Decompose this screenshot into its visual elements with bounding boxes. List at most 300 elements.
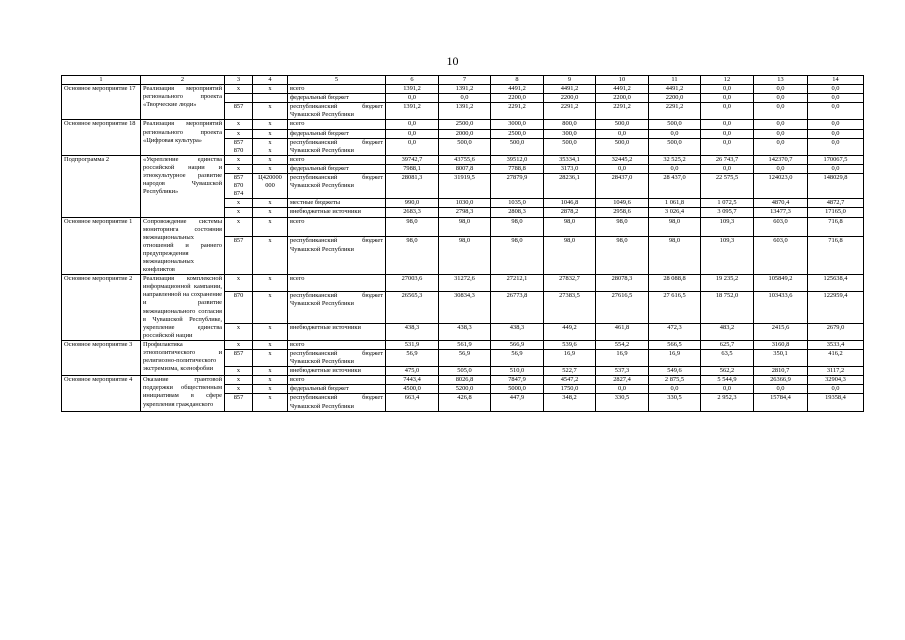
administrator-code: 874 xyxy=(233,190,244,198)
amount-cell: 716,8 xyxy=(808,217,864,237)
administrator-code: х xyxy=(236,323,241,331)
amount-cell: 32445,2 xyxy=(596,155,649,164)
administrator-code: х xyxy=(236,376,241,384)
amount-cell: 3 095,7 xyxy=(701,208,754,217)
amount-cell: 98,0 xyxy=(439,237,491,275)
amount-cell: 449,2 xyxy=(544,323,596,340)
target-article-cell xyxy=(253,367,288,376)
amount-cell: 2679,0 xyxy=(808,323,864,340)
amount-cell: 2958,6 xyxy=(596,208,649,217)
amount-cell: 500,0 xyxy=(544,138,596,155)
administrator-code-cell xyxy=(225,208,253,217)
table-row xyxy=(62,85,864,94)
amount-cell: 2291,2 xyxy=(596,103,649,120)
amount-cell: 19358,4 xyxy=(808,394,864,411)
administrator-code: х xyxy=(236,385,241,393)
administrator-code: 857 xyxy=(233,394,244,402)
amount-cell: 438,3 xyxy=(491,323,544,340)
amount-cell: 0,0 xyxy=(701,94,754,103)
column-number: 13 xyxy=(754,76,808,85)
target-article: х xyxy=(268,120,272,128)
column-number: 8 xyxy=(491,76,544,85)
amount-cell: 1391,2 xyxy=(439,103,491,120)
amount-cell: 56,9 xyxy=(439,350,491,367)
administrator-code-cell xyxy=(225,237,253,275)
target-article: Ц420000 xyxy=(258,174,282,182)
amount-cell: 0,0 xyxy=(808,385,864,394)
target-article: х xyxy=(268,385,272,393)
amount-cell: 39512,0 xyxy=(491,155,544,164)
funding-source-cell: республиканский бюджет Чувашской Республики xyxy=(288,292,386,324)
amount-cell: 122959,4 xyxy=(808,292,864,324)
amount-cell: 3117,2 xyxy=(808,367,864,376)
activity-name-cell: Реализация мероприятий регионального проекта «Творческие люди» xyxy=(141,85,225,120)
funding-source-cell: республиканский бюджет Чувашской Республики xyxy=(288,394,386,411)
amount-cell: 2000,0 xyxy=(439,129,491,138)
amount-cell: 98,0 xyxy=(544,217,596,237)
target-article-cell xyxy=(253,129,288,138)
target-article-cell xyxy=(253,174,288,199)
amount-cell: 0,0 xyxy=(754,164,808,173)
amount-cell: 0,0 xyxy=(754,138,808,155)
amount-cell: 0,0 xyxy=(649,164,701,173)
amount-cell: 510,0 xyxy=(491,367,544,376)
funding-source-cell: республиканский бюджет Чувашской Республики xyxy=(288,237,386,275)
administrator-code-cell xyxy=(225,129,253,138)
target-article: х xyxy=(268,237,272,245)
target-article: х xyxy=(268,367,272,375)
target-article: х xyxy=(268,394,272,402)
target-article: х xyxy=(268,85,272,93)
amount-cell: 554,2 xyxy=(596,340,649,349)
administrator-code-cell xyxy=(225,385,253,394)
funding-source-cell: внебюджетные источники xyxy=(288,323,386,340)
administrator-code: х xyxy=(236,164,241,172)
amount-cell: 990,0 xyxy=(386,199,439,208)
funding-source-cell: всего xyxy=(288,217,386,237)
amount-cell: 105849,2 xyxy=(754,275,808,292)
amount-cell: 7443,4 xyxy=(386,376,439,385)
column-number: 2 xyxy=(141,76,225,85)
funding-source-cell: местные бюджеты xyxy=(288,199,386,208)
table-row xyxy=(62,376,864,385)
amount-cell: 561,9 xyxy=(439,340,491,349)
amount-cell: 800,0 xyxy=(544,120,596,129)
amount-cell: 500,0 xyxy=(596,120,649,129)
amount-cell: 0,0 xyxy=(808,103,864,120)
target-article: х xyxy=(268,208,272,216)
administrator-code-cell xyxy=(225,292,253,324)
amount-cell: 0,0 xyxy=(649,129,701,138)
amount-cell: 0,0 xyxy=(701,85,754,94)
administrator-code: х xyxy=(236,129,241,137)
amount-cell: 27212,1 xyxy=(491,275,544,292)
column-number: 10 xyxy=(596,76,649,85)
funding-source-cell: всего xyxy=(288,340,386,349)
target-article-cell xyxy=(253,376,288,385)
amount-cell: 716,8 xyxy=(808,237,864,275)
target-article xyxy=(255,94,285,102)
amount-cell: 31919,5 xyxy=(439,174,491,199)
target-article: х xyxy=(268,217,272,225)
amount-cell: 98,0 xyxy=(649,217,701,237)
funding-source-cell: всего xyxy=(288,85,386,94)
amount-cell: 28 088,8 xyxy=(649,275,701,292)
amount-cell: 350,1 xyxy=(754,350,808,367)
target-article: х xyxy=(268,155,272,163)
amount-cell: 7788,8 xyxy=(491,164,544,173)
amount-cell: 8026,8 xyxy=(439,376,491,385)
target-article-cell xyxy=(253,103,288,120)
amount-cell: 27879,9 xyxy=(491,174,544,199)
column-number: 3 xyxy=(225,76,253,85)
amount-cell: 56,9 xyxy=(491,350,544,367)
amount-cell: 98,0 xyxy=(649,237,701,275)
amount-cell: 4491,2 xyxy=(649,85,701,94)
activity-name-cell: «Укрепление единства российской нации и этнокультурное развитие народов Чувашской Республики» xyxy=(141,155,225,217)
amount-cell: 2415,6 xyxy=(754,323,808,340)
column-number: 4 xyxy=(253,76,288,85)
administrator-code: х xyxy=(236,199,241,207)
amount-cell: 4500,0 xyxy=(386,385,439,394)
amount-cell: 22 575,5 xyxy=(701,174,754,199)
target-article-cell xyxy=(253,350,288,367)
amount-cell: 27383,5 xyxy=(544,292,596,324)
amount-cell: 300,0 xyxy=(544,129,596,138)
amount-cell: 0,0 xyxy=(386,120,439,129)
amount-cell: 16,9 xyxy=(596,350,649,367)
amount-cell: 0,0 xyxy=(754,103,808,120)
amount-cell: 1391,2 xyxy=(386,103,439,120)
amount-cell: 2500,0 xyxy=(491,129,544,138)
amount-cell: 5000,0 xyxy=(491,385,544,394)
amount-cell: 2827,4 xyxy=(596,376,649,385)
amount-cell: 2 875,5 xyxy=(649,376,701,385)
administrator-code: х xyxy=(236,275,241,283)
amount-cell: 32904,3 xyxy=(808,376,864,385)
amount-cell: 2200,0 xyxy=(649,94,701,103)
target-article-cell xyxy=(253,199,288,208)
amount-cell: 30834,3 xyxy=(439,292,491,324)
amount-cell: 0,0 xyxy=(808,164,864,173)
column-number: 11 xyxy=(649,76,701,85)
amount-cell: 0,0 xyxy=(701,138,754,155)
column-number: 6 xyxy=(386,76,439,85)
amount-cell: 0,0 xyxy=(439,94,491,103)
amount-cell: 0,0 xyxy=(701,103,754,120)
amount-cell: 98,0 xyxy=(439,217,491,237)
target-article: х xyxy=(268,350,272,357)
amount-cell: 19 235,2 xyxy=(701,275,754,292)
amount-cell: 348,2 xyxy=(544,394,596,411)
activity-name-cell: Профилактика этнополитического и религиозно-политического экстремизма, ксенофобии xyxy=(141,340,225,375)
amount-cell: 56,9 xyxy=(386,350,439,367)
amount-cell: 4491,2 xyxy=(544,85,596,94)
amount-cell: 148029,8 xyxy=(808,174,864,199)
amount-cell: 0,0 xyxy=(754,120,808,129)
amount-cell: 28236,1 xyxy=(544,174,596,199)
amount-cell: 4547,2 xyxy=(544,376,596,385)
amount-cell: 28081,3 xyxy=(386,174,439,199)
amount-cell: 2500,0 xyxy=(439,120,491,129)
amount-cell: 0,0 xyxy=(649,385,701,394)
amount-cell: 500,0 xyxy=(491,138,544,155)
amount-cell: 0,0 xyxy=(701,129,754,138)
amount-cell: 0,0 xyxy=(808,120,864,129)
activity-name-cell: Оказание грантовой поддержки общественным инициативам в сфере укрепления гражданского xyxy=(141,376,225,411)
amount-cell: 0,0 xyxy=(386,138,439,155)
activity-type-cell: Основное мероприятие 2 xyxy=(62,275,141,341)
target-article-cell xyxy=(253,94,288,103)
amount-cell: 416,2 xyxy=(808,350,864,367)
amount-cell: 98,0 xyxy=(596,237,649,275)
amount-cell: 4870,4 xyxy=(754,199,808,208)
amount-cell: 0,0 xyxy=(701,385,754,394)
administrator-code-cell xyxy=(225,394,253,411)
amount-cell: 522,7 xyxy=(544,367,596,376)
amount-cell: 13477,3 xyxy=(754,208,808,217)
amount-cell: 26565,3 xyxy=(386,292,439,324)
page-number: 10 xyxy=(446,54,459,68)
amount-cell: 483,2 xyxy=(701,323,754,340)
amount-cell: 330,5 xyxy=(649,394,701,411)
amount-cell: 0,0 xyxy=(808,94,864,103)
amount-cell: 2200,0 xyxy=(491,94,544,103)
funding-source-cell: федеральный бюджет xyxy=(288,129,386,138)
administrator-code-cell xyxy=(225,340,253,349)
amount-cell: 15784,4 xyxy=(754,394,808,411)
amount-cell: 0,0 xyxy=(808,85,864,94)
amount-cell: 5 544,9 xyxy=(701,376,754,385)
administrator-code-cell xyxy=(225,103,253,120)
funding-source-cell: всего xyxy=(288,155,386,164)
administrator-code: х xyxy=(236,155,241,163)
amount-cell: 3160,8 xyxy=(754,340,808,349)
amount-cell: 98,0 xyxy=(491,217,544,237)
table-row xyxy=(62,275,864,292)
amount-cell: 2878,2 xyxy=(544,208,596,217)
amount-cell: 124023,0 xyxy=(754,174,808,199)
amount-cell: 28437,0 xyxy=(596,174,649,199)
amount-cell: 2810,7 xyxy=(754,367,808,376)
amount-cell: 537,3 xyxy=(596,367,649,376)
amount-cell: 562,2 xyxy=(701,367,754,376)
target-article-cell xyxy=(253,138,288,155)
target-article xyxy=(255,190,285,198)
target-article: х xyxy=(268,376,272,384)
administrator-code-cell xyxy=(225,217,253,237)
amount-cell: 125638,4 xyxy=(808,275,864,292)
activity-type-cell: Подпрограмма 2 xyxy=(62,155,141,217)
amount-cell: 109,3 xyxy=(701,217,754,237)
target-article-cell xyxy=(253,275,288,292)
administrator-code-cell xyxy=(225,350,253,367)
amount-cell: 26773,8 xyxy=(491,292,544,324)
administrator-code: х xyxy=(236,85,241,93)
amount-cell: 3000,0 xyxy=(491,120,544,129)
target-article: х xyxy=(268,275,272,283)
amount-cell: 0,0 xyxy=(386,129,439,138)
administrator-code-cell xyxy=(225,120,253,129)
amount-cell: 98,0 xyxy=(596,217,649,237)
amount-cell: 5200,0 xyxy=(439,385,491,394)
amount-cell: 98,0 xyxy=(491,237,544,275)
funding-source-cell: республиканский бюджет Чувашской Республики xyxy=(288,174,386,199)
column-number: 7 xyxy=(439,76,491,85)
amount-cell: 0,0 xyxy=(754,94,808,103)
amount-cell: 98,0 xyxy=(544,237,596,275)
amount-cell: 500,0 xyxy=(649,138,701,155)
target-article: х xyxy=(268,103,272,111)
target-article: х xyxy=(268,164,272,172)
administrator-code: х xyxy=(236,120,241,128)
table-body xyxy=(62,85,864,412)
administrator-code: 870 xyxy=(233,146,244,154)
amount-cell: 625,7 xyxy=(701,340,754,349)
amount-cell: 98,0 xyxy=(386,237,439,275)
target-article: х xyxy=(268,146,272,154)
target-article-cell xyxy=(253,292,288,324)
amount-cell: 447,9 xyxy=(491,394,544,411)
target-article: х xyxy=(268,340,272,348)
target-article-cell xyxy=(253,237,288,275)
funding-source-cell: внебюджетные источники xyxy=(288,208,386,217)
amount-cell: 2291,2 xyxy=(544,103,596,120)
amount-cell: 4491,2 xyxy=(596,85,649,94)
amount-cell: 330,5 xyxy=(596,394,649,411)
amount-cell: 2291,2 xyxy=(491,103,544,120)
amount-cell: 531,9 xyxy=(386,340,439,349)
amount-cell: 2 952,3 xyxy=(701,394,754,411)
target-article-cell xyxy=(253,385,288,394)
administrator-code-cell xyxy=(225,275,253,292)
amount-cell: 566,9 xyxy=(491,340,544,349)
amount-cell: 4872,7 xyxy=(808,199,864,208)
amount-cell: 2808,3 xyxy=(491,208,544,217)
funding-source-cell: республиканский бюджет Чувашской Республики xyxy=(288,103,386,120)
amount-cell: 1391,2 xyxy=(439,85,491,94)
administrator-code: 857 xyxy=(233,174,244,182)
amount-cell: 26 743,7 xyxy=(701,155,754,164)
activity-name-cell: Реализация комплексной информационной кампании, направленной на сохранение и развитие межнационального согласия в Чувашской Республике, укрепление единства российской нации xyxy=(141,275,225,341)
target-article: 000 xyxy=(265,182,275,190)
target-article-cell xyxy=(253,208,288,217)
amount-cell: 603,0 xyxy=(754,217,808,237)
column-number: 14 xyxy=(808,76,864,85)
amount-cell: 1049,6 xyxy=(596,199,649,208)
amount-cell: 0,0 xyxy=(596,164,649,173)
budget-table xyxy=(61,75,864,412)
administrator-code-cell xyxy=(225,85,253,94)
target-article-cell xyxy=(253,85,288,94)
activity-name-cell: Реализация мероприятий регионального проекта «Цифровая культура» xyxy=(141,120,225,155)
column-number: 12 xyxy=(701,76,754,85)
amount-cell: 98,0 xyxy=(386,217,439,237)
amount-cell: 1030,0 xyxy=(439,199,491,208)
target-article-cell xyxy=(253,155,288,164)
amount-cell: 566,5 xyxy=(649,340,701,349)
table-row xyxy=(62,217,864,237)
target-article-cell xyxy=(253,340,288,349)
amount-cell: 438,3 xyxy=(386,323,439,340)
target-article-cell xyxy=(253,323,288,340)
amount-cell: 103433,6 xyxy=(754,292,808,324)
amount-cell: 1 061,8 xyxy=(649,199,701,208)
funding-source-cell: республиканский бюджет Чувашской Республики xyxy=(288,350,386,367)
target-article-cell xyxy=(253,164,288,173)
amount-cell: 438,3 xyxy=(439,323,491,340)
table-row xyxy=(62,155,864,164)
target-article-cell xyxy=(253,120,288,129)
administrator-code-cell xyxy=(225,155,253,164)
administrator-code: 870 xyxy=(233,292,244,300)
amount-cell: 0,0 xyxy=(701,164,754,173)
amount-cell: 0,0 xyxy=(754,129,808,138)
administrator-code: х xyxy=(236,340,241,348)
amount-cell: 7988,1 xyxy=(386,164,439,173)
amount-cell: 461,8 xyxy=(596,323,649,340)
amount-cell: 1750,0 xyxy=(544,385,596,394)
amount-cell: 0,0 xyxy=(596,129,649,138)
administrator-code-cell xyxy=(225,138,253,155)
amount-cell: 17165,0 xyxy=(808,208,864,217)
amount-cell: 3 026,4 xyxy=(649,208,701,217)
funding-source-cell: федеральный бюджет xyxy=(288,164,386,173)
amount-cell: 43755,6 xyxy=(439,155,491,164)
administrator-code: х xyxy=(236,208,241,216)
target-article: х xyxy=(268,138,272,146)
column-number: 5 xyxy=(288,76,386,85)
target-article: х xyxy=(268,129,272,137)
administrator-code-cell xyxy=(225,94,253,103)
amount-cell: 170067,5 xyxy=(808,155,864,164)
amount-cell: 16,9 xyxy=(649,350,701,367)
amount-cell: 26366,9 xyxy=(754,376,808,385)
amount-cell: 539,6 xyxy=(544,340,596,349)
amount-cell: 1046,8 xyxy=(544,199,596,208)
funding-source-cell: всего xyxy=(288,275,386,292)
administrator-code: 870 xyxy=(233,182,244,190)
administrator-code: 857 xyxy=(233,350,244,357)
funding-source-cell: всего xyxy=(288,376,386,385)
administrator-code-cell xyxy=(225,376,253,385)
amount-cell: 663,4 xyxy=(386,394,439,411)
administrator-code xyxy=(227,94,250,102)
funding-source-cell: внебюджетные источники xyxy=(288,367,386,376)
funding-source-cell: республиканский бюджет Чувашской Республики xyxy=(288,138,386,155)
amount-cell: 2200,0 xyxy=(544,94,596,103)
amount-cell: 1391,2 xyxy=(386,85,439,94)
administrator-code: 857 xyxy=(233,237,244,245)
target-article-cell xyxy=(253,394,288,411)
column-number: 9 xyxy=(544,76,596,85)
table-row xyxy=(62,340,864,349)
target-article-cell xyxy=(253,217,288,237)
amount-cell: 0,0 xyxy=(701,120,754,129)
amount-cell: 27616,5 xyxy=(596,292,649,324)
administrator-code-cell xyxy=(225,199,253,208)
administrator-code: 857 xyxy=(233,138,244,146)
table-row xyxy=(62,120,864,129)
amount-cell: 28078,3 xyxy=(596,275,649,292)
amount-cell: 35334,1 xyxy=(544,155,596,164)
amount-cell: 7847,9 xyxy=(491,376,544,385)
amount-cell: 39742,7 xyxy=(386,155,439,164)
amount-cell: 4491,2 xyxy=(491,85,544,94)
activity-type-cell: Основное мероприятие 3 xyxy=(62,340,141,375)
amount-cell: 549,6 xyxy=(649,367,701,376)
amount-cell: 0,0 xyxy=(386,94,439,103)
